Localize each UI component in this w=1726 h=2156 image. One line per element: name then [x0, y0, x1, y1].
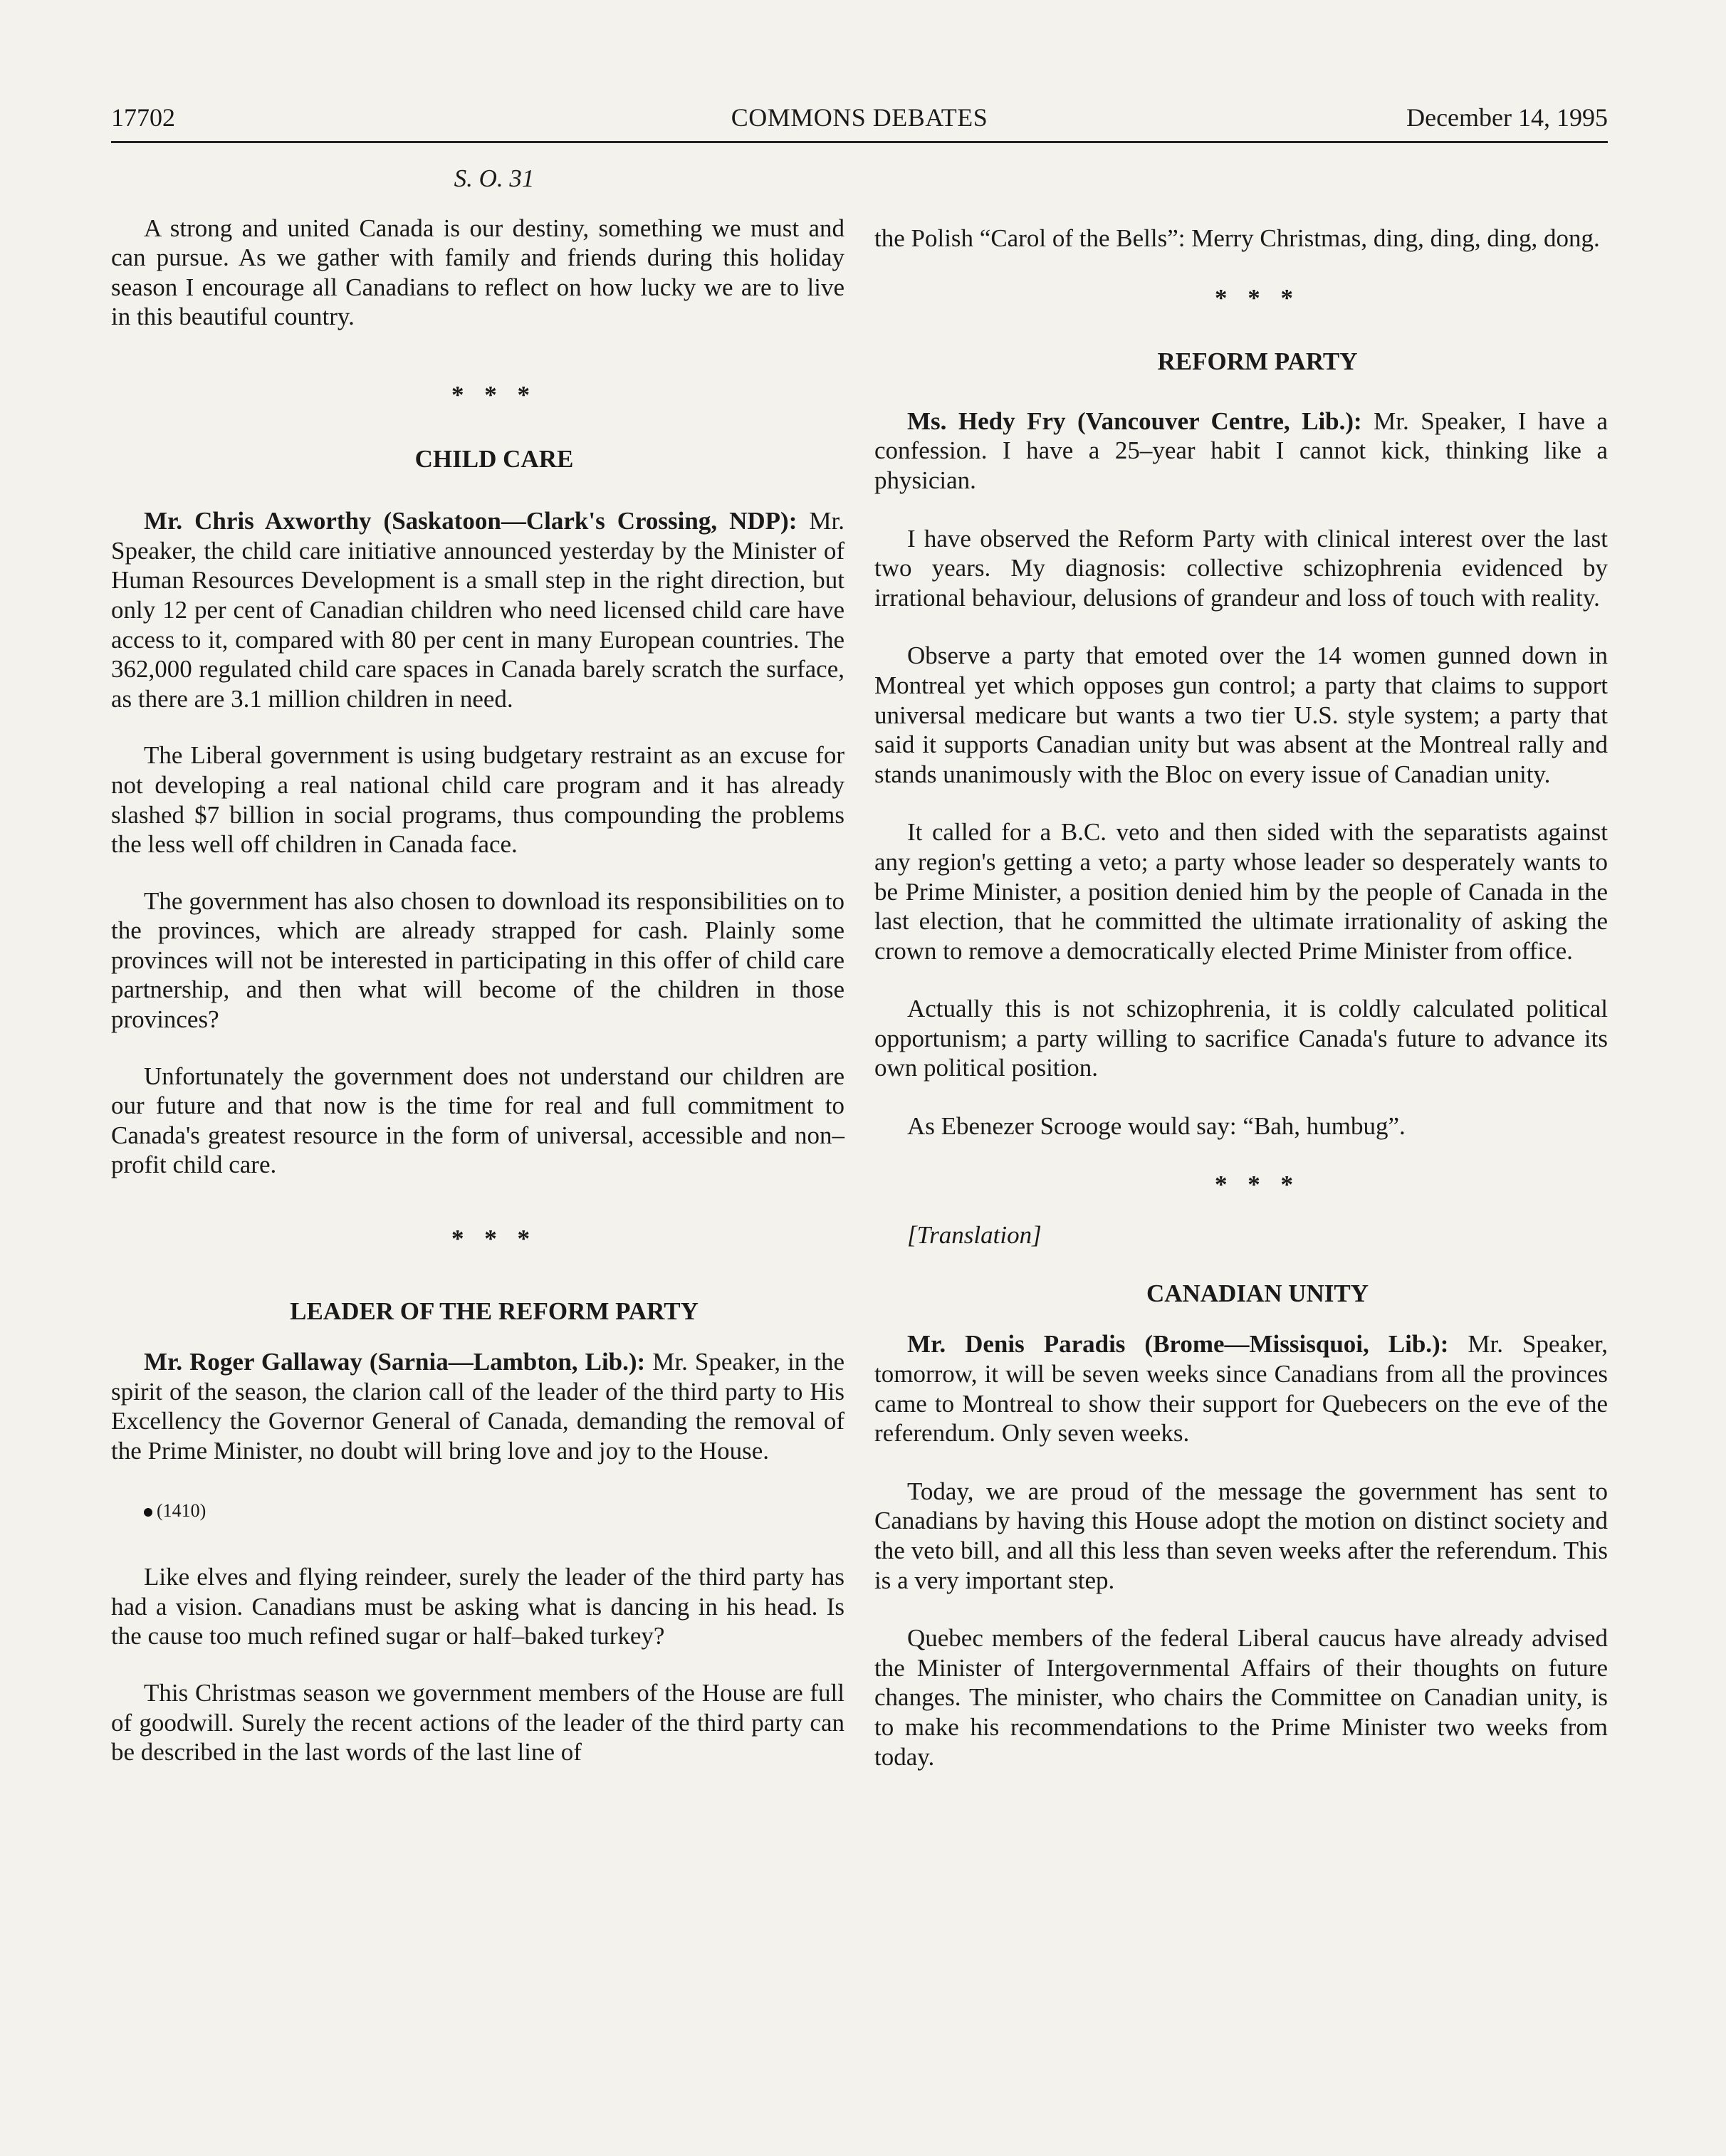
paragraph	[874, 407, 1608, 496]
section-heading: CHILD CARE	[414, 444, 574, 473]
paragraph	[111, 506, 844, 713]
paragraph: Like elves and flying reindeer, surely the leader of the third party has had a vision. Canadians must be asking what is dancing in his head. Is the cause too much refined sugar or half–baked turkey?	[111, 1563, 844, 1650]
time-marker-text: (1410)	[157, 1500, 206, 1521]
paragraph: It called for a B.C. veto and then sided with the separatists against any region's getting a veto; a party whose leader so desperately wants to be Prime Minister, a position denied him by the people of Canada in the last election, that he committed the ultimate irrationality of asking the crown to remove a democratically elected Prime Minister from office.	[874, 818, 1608, 965]
page-number: 17702	[111, 103, 175, 132]
section-heading: REFORM PARTY	[1157, 347, 1358, 376]
section-separator: * * *	[1215, 283, 1300, 312]
paragraph: A strong and united Canada is our destiny, something we must and can pursue. As we gather with family and friends during this holiday season I encourage all Canadians to reflect on how lucky we are to live in this beautiful country.	[111, 214, 844, 331]
translation-note: [Translation]	[907, 1221, 1042, 1250]
header-rule	[111, 141, 1608, 143]
paragraph: I have observed the Reform Party with clinical interest over the last two years. My diagnosis: collective schizophrenia evidenced by irrational behaviour, delusions of grandeur and loss of touch with reality.	[874, 524, 1608, 612]
paragraph	[874, 1329, 1608, 1448]
speaker-name: Mr. Chris Axworthy (Saskatoon—Clark's Crossing, NDP):	[144, 507, 797, 535]
speech-text: Mr. Speaker, in the spirit of the season, the clarion call of the leader of the third party to His Excellency the Governor General of Canada, demanding the removal of the Prime Minister, no doubt will bring love and joy to the House.	[111, 1348, 845, 1465]
page-header	[111, 100, 1608, 135]
section-separator: * * *	[451, 380, 537, 409]
paragraph: The Liberal government is using budgetary restraint as an excuse for not developing a real national child care program and it has already slashed $7 billion in social programs, thus compounding the problems the less well off children in Canada face.	[111, 741, 844, 859]
standing-order-label: S. O. 31	[454, 164, 535, 192]
speech-text: Mr. Speaker, the child care initiative announced yesterday by the Minister of Human Resources Development is a small step in the right direction, but only 12 per cent of Canadian children who need licensed child care have access to it, compared with 80 per cent in many European countries. The 362,000 regulated child care spaces in Canada barely scratch the surface, as there are 3.1 million children in need.	[111, 507, 844, 713]
paragraph: The government has also chosen to download its responsibilities on to the provinces, which are already strapped for cash. Plainly some provinces will not be interested in participating in this offer of child care partnership, and then what will become of the children in those provinces?	[111, 886, 844, 1034]
paragraph: Unfortunately the government does not understand our children are our future and that now is the time for real and full commitment to Canada's greatest resource in the form of universal, accessible and non–profit child care.	[111, 1062, 844, 1179]
section-separator: * * *	[451, 1225, 537, 1253]
paragraph	[111, 1347, 844, 1465]
section-separator: * * *	[1215, 1170, 1300, 1198]
publication-date: December 14, 1995	[1406, 103, 1608, 132]
section-heading: LEADER OF THE REFORM PARTY	[290, 1297, 699, 1325]
left-column	[111, 164, 844, 1767]
paragraph: the Polish “Carol of the Bells”: Merry Christmas, ding, ding, ding, dong.	[874, 224, 1600, 252]
paragraph: Quebec members of the federal Liberal caucus have already advised the Minister of Intergovernmental Affairs of their thoughts on future changes. The minister, who chairs the Committee on Canadian unity, is to make his recommendations to the Prime Minister two weeks from today.	[874, 1624, 1608, 1771]
speech-text: Mr. Speaker, tomorrow, it will be seven weeks since Canadians from all the provinces came to Montreal to show their support for Quebecers on the eve of the referendum. Only seven weeks.	[874, 1330, 1609, 1448]
bullet-dot-icon	[144, 1508, 152, 1517]
right-column	[874, 164, 1608, 1772]
paragraph: Observe a party that emoted over the 14 women gunned down in Montreal yet which opposes gun control; a party that claims to support universal medicare but wants a two tier U.S. style system; a party that said it supports Canadian unity but was absent at the Montreal rally and stands unanimously with the Bloc on every issue of Canadian unity.	[874, 642, 1608, 788]
publication-title: COMMONS DEBATES	[731, 103, 988, 132]
speaker-name: Ms. Hedy Fry (Vancouver Centre, Lib.):	[907, 407, 1362, 435]
paragraph: Actually this is not schizophrenia, it is coldly calculated political opportunism; a party willing to sacrifice Canada's future to advance its own political position.	[874, 995, 1608, 1082]
paragraph: As Ebenezer Scrooge would say: “Bah, humbug”.	[907, 1112, 1406, 1141]
paragraph: This Christmas season we government members of the House are full of goodwill. Surely the recent actions of the leader of the third party can be described in the last words of the last line of	[111, 1678, 844, 1767]
section-heading: CANADIAN UNITY	[1146, 1279, 1369, 1307]
speaker-name: Mr. Roger Gallaway (Sarnia—Lambton, Lib.):	[144, 1348, 646, 1376]
paragraph: Today, we are proud of the message the government has sent to Canadians by having this House adopt the motion on distinct society and the veto bill, and all this less than seven weeks after the referendum. This is a very important step.	[874, 1477, 1608, 1594]
speaker-name: Mr. Denis Paradis (Brome—Missisquoi, Lib.):	[907, 1330, 1449, 1359]
time-marker	[111, 1496, 844, 1526]
speech-text: Mr. Speaker, I have a confession. I have a 25–year habit I cannot kick, thinking like a physician.	[874, 407, 1608, 494]
